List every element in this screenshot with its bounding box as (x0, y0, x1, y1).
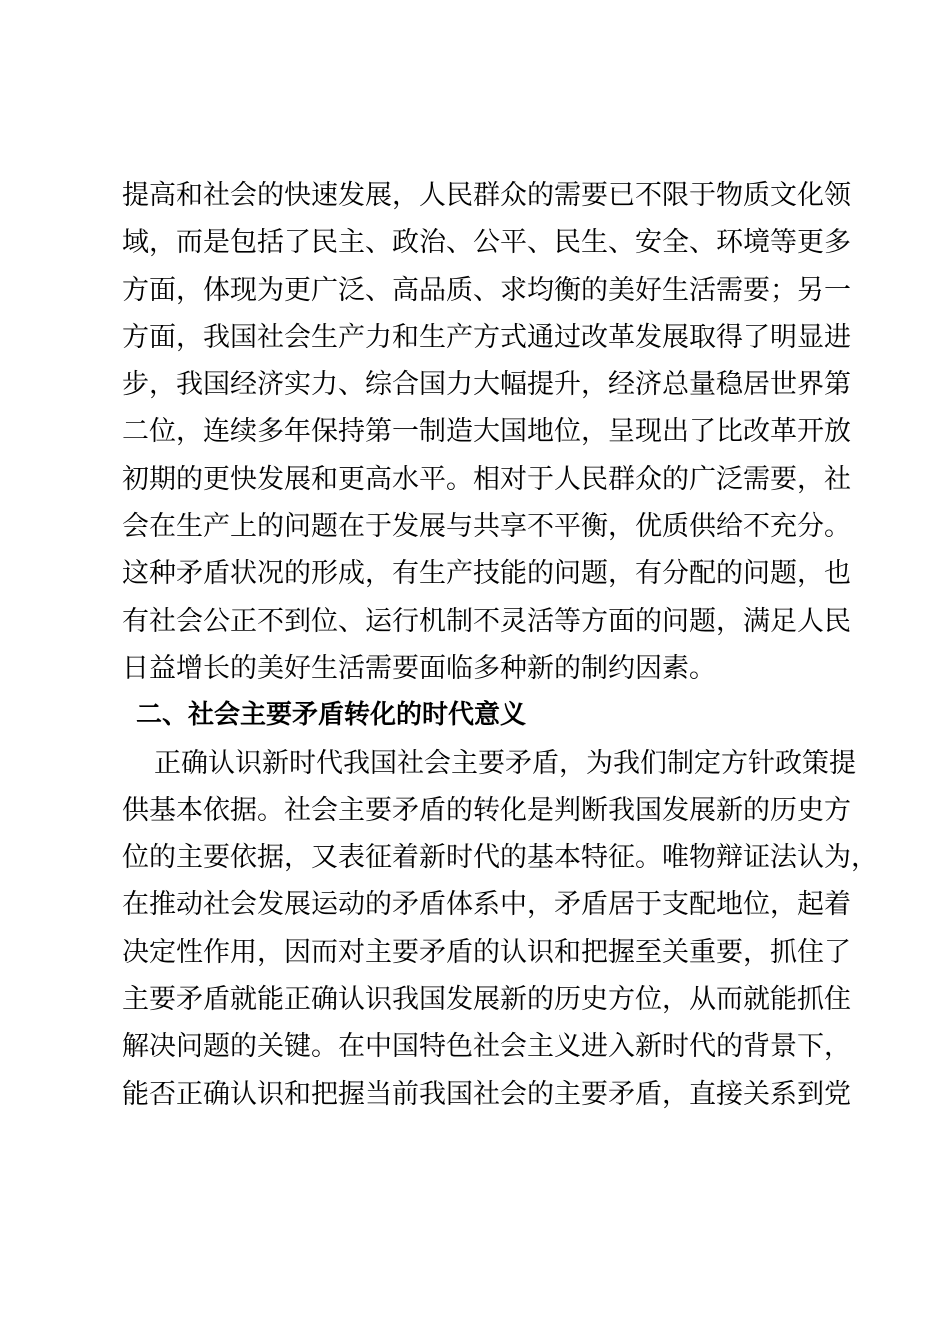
paragraph-line: 二位，连续多年保持第一制造大国地位，呈现出了比改革开放 (122, 416, 851, 448)
paragraph-line: 域，而是包括了民主、政治、公平、民生、安全、环境等更多 (122, 227, 851, 259)
paragraph-line: 方面，我国社会生产力和生产方式通过改革发展取得了明显进 (122, 321, 851, 353)
paragraph-line: 正确认识新时代我国社会主要矛盾，为我们制定方针政策提 (154, 747, 856, 779)
paragraph-line: 步，我国经济实力、综合国力大幅提升，经济总量稳居世界第 (122, 369, 851, 401)
paragraph-line: 初期的更快发展和更高水平。相对于人民群众的广泛需要，社 (122, 463, 851, 495)
paragraph-line: 决定性作用，因而对主要矛盾的认识和把握至关重要，抓住了 (122, 936, 851, 968)
section-heading: 二、社会主要矛盾转化的时代意义 (136, 700, 527, 731)
paragraph-line: 能否正确认识和把握当前我国社会的主要矛盾，直接关系到党 (122, 1078, 851, 1110)
paragraph-line: 解决问题的关键。在中国特色社会主义进入新时代的背景下， (122, 1031, 851, 1063)
paragraph-line: 位的主要依据，又表征着新时代的基本特征。唯物辩证法认为， (122, 842, 878, 874)
paragraph-line: 会在生产上的问题在于发展与共享不平衡，优质供给不充分。 (122, 511, 851, 543)
paragraph-line: 主要矛盾就能正确认识我国发展新的历史方位，从而就能抓住 (122, 984, 851, 1016)
paragraph-line: 提高和社会的快速发展，人民群众的需要已不限于物质文化领 (122, 180, 851, 211)
body-text (122, 172, 878, 1118)
paragraph-line: 日益增长的美好生活需要面临多种新的制约因素。 (122, 652, 716, 684)
paragraph-line: 有社会公正不到位、运行机制不灵活等方面的问题，满足人民 (122, 605, 851, 637)
paragraph-line: 供基本依据。社会主要矛盾的转化是判断我国发展新的历史方 (122, 794, 851, 826)
paragraph-line: 在推动社会发展运动的矛盾体系中，矛盾居于支配地位，起着 (122, 889, 851, 921)
paragraph-line: 方面，体现为更广泛、高品质、求均衡的美好生活需要；另一 (122, 274, 851, 306)
paragraph-line: 这种矛盾状况的形成，有生产技能的问题，有分配的问题，也 (122, 558, 851, 590)
